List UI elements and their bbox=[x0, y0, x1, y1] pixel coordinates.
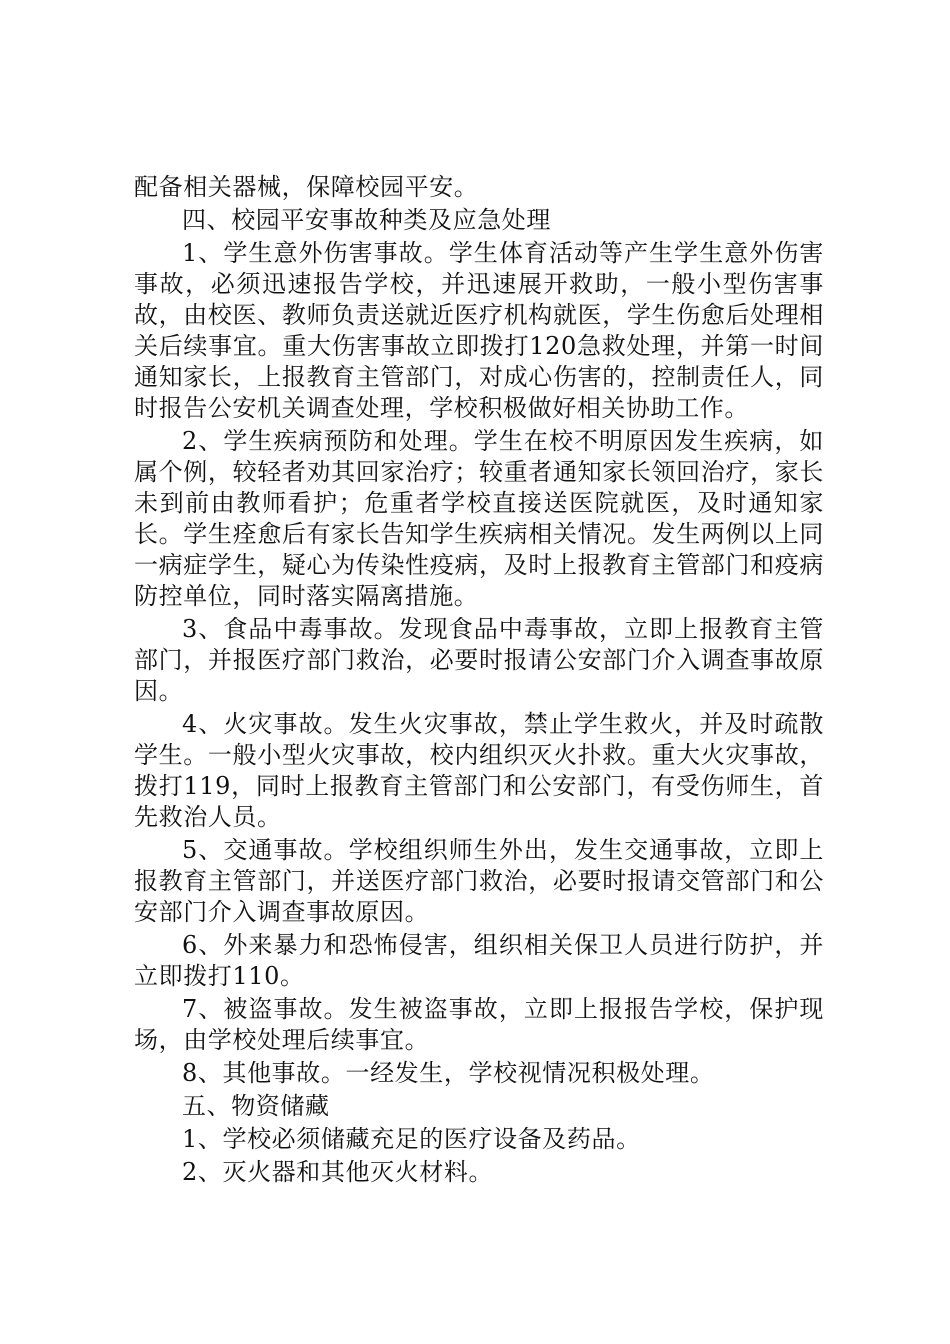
paragraph-theft: 7、被盗事故。发生被盗事故，立即上报报告学校，保护现场，由学校处理后续事宜。 bbox=[134, 995, 824, 1054]
paragraph-equipment-end: 配备相关器械，保障校园平安。 bbox=[134, 173, 479, 201]
paragraph-accidental-injury: 1、学生意外伤害事故。学生体育活动等产生学生意外伤害事故，必须迅速报告学校，并迅速展开救助，一般小型伤害事故，由校医、教师负责送就近医疗机构就医，学生伤愈后处理相关后续事宜。重大伤害事故立即拨打120急救处理，并第一时间通知家长，上报教育主管部门，对成心伤害的，控制责任人，同时报告公安机关调查处理，学校积极做好相关协助工作。 bbox=[134, 239, 824, 422]
document-body bbox=[134, 172, 824, 1190]
paragraph-other-accidents: 8、其他事故。一经发生，学校视情况积极处理。 bbox=[182, 1059, 715, 1087]
section-heading-material-storage: 五、物资储藏 bbox=[182, 1092, 330, 1120]
paragraph-violence-terror: 6、外来暴力和恐怖侵害，组织相关保卫人员进行防护，并立即拨打110。 bbox=[134, 931, 824, 990]
paragraph-medical-supplies: 1、学校必须储藏充足的医疗设备及药品。 bbox=[182, 1125, 641, 1153]
paragraph-fire-accident: 4、火灾事故。发生火灾事故，禁止学生救火，并及时疏散学生。一般小型火灾事故，校内组织灭火扑救。重大火灾事故，拨打119，同时上报教育主管部门和公安部门，有受伤师生，首先救治人员。 bbox=[134, 710, 824, 831]
section-heading-accident-types: 四、校园平安事故种类及应急处理 bbox=[182, 206, 551, 234]
paragraph-fire-extinguishers: 2、灭火器和其他灭火材料。 bbox=[182, 1158, 494, 1186]
paragraph-disease-prevention: 2、学生疾病预防和处理。学生在校不明原因发生疾病，如属个例，较轻者劝其回家治疗；较重者通知家长领回治疗，家长未到前由教师看护；危重者学校直接送医院就医，及时通知家长。学生痊愈后有家长告知学生疾病相关情况。发生两例以上同一病症学生，疑心为传染性疫病，及时上报教育主管部门和疫病防控单位，同时落实隔离措施。 bbox=[134, 427, 824, 610]
paragraph-food-poisoning: 3、食品中毒事故。发现食品中毒事故，立即上报教育主管部门，并报医疗部门救治，必要时报请公安部门介入调查事故原因。 bbox=[134, 615, 824, 705]
paragraph-traffic-accident: 5、交通事故。学校组织师生外出，发生交通事故，立即上报教育主管部门，并送医疗部门救治，必要时报请交管部门和公安部门介入调查事故原因。 bbox=[134, 836, 824, 926]
